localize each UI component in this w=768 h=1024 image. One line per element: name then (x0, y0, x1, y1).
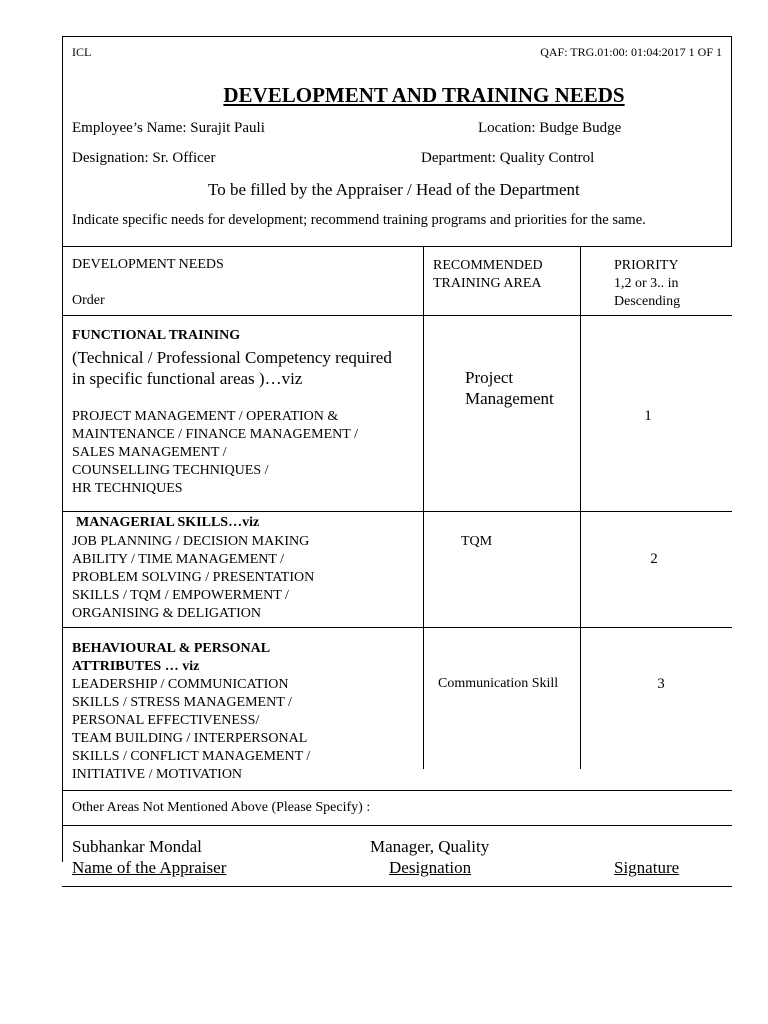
row1-bottom-line (62, 511, 732, 512)
row2-bottom-line (62, 627, 732, 628)
appraiser-name: Subhankar Mondal (72, 837, 202, 856)
footer-bottom-line (62, 886, 732, 887)
employee-location: Location: Budge Budge (478, 120, 622, 136)
employee-name: Employee’s Name: Surajit Pauli (72, 120, 265, 136)
col-divider-2 (580, 246, 581, 769)
row3-area: Communication Skill (438, 676, 559, 691)
employee-department: Department: Quality Control (421, 150, 595, 166)
header-development-needs: DEVELOPMENT NEEDS (72, 257, 224, 272)
col-divider-1 (423, 246, 424, 769)
right-border (731, 36, 732, 247)
employee-designation: Designation: Sr. Officer (72, 150, 216, 166)
row2-priority: 2 (650, 551, 658, 567)
designation-caption: Designation (389, 858, 472, 877)
row3-items: LEADERSHIP / COMMUNICATION SKILLS / STRESS MANAGEMENT / PERSONAL EFFECTIVENESS/ TEAM BUILDING / INTERPERSONAL SKILLS / CONFLICT MANAGEMENT / INITIATIVE / MOTIVATION (72, 677, 311, 782)
table-bottom-line (62, 790, 732, 791)
signature-caption: Signature (614, 858, 680, 877)
top-border (62, 36, 732, 37)
name-caption: Name of the Appraiser (72, 858, 227, 877)
header-order: Order (72, 293, 105, 308)
header-recommended-area: RECOMMENDED TRAINING AREA (433, 258, 543, 291)
page-title: DEVELOPMENT AND TRAINING NEEDS (223, 83, 625, 107)
header-bottom-line (62, 315, 732, 316)
row2-title: MANAGERIAL SKILLS…viz (76, 515, 260, 530)
row1-priority: 1 (644, 408, 652, 424)
row2-items: JOB PLANNING / DECISION MAKING ABILITY / TIME MANAGEMENT / PROBLEM SOLVING / PRESENTATION SKILLS / TQM / EMPOWERMENT / ORGANISING & DELIGATION (72, 534, 315, 621)
row3-priority: 3 (657, 676, 665, 692)
indicate-note: Indicate specific needs for development; recommend training programs and priorities for the same. (72, 212, 646, 228)
row1-area: Project Management (465, 368, 554, 408)
row1-items: PROJECT MANAGEMENT / OPERATION & MAINTENANCE / FINANCE MANAGEMENT / SALES MANAGEMENT / COUNSELLING TECHNIQUES / HR TECHNIQUES (72, 409, 358, 496)
other-areas-bottom-line (62, 825, 732, 826)
fill-note: To be filled by the Appraiser / Head of the Department (208, 180, 580, 199)
header-priority: PRIORITY 1,2 or 3.. in Descending (614, 258, 681, 309)
left-border (62, 36, 63, 862)
appraiser-designation: Manager, Quality (370, 837, 490, 856)
other-areas-label: Other Areas Not Mentioned Above (Please Specify) : (72, 800, 371, 815)
org-code: ICL (72, 45, 92, 59)
table-top-line (62, 246, 732, 247)
doc-reference: QAF: TRG.01:00: 01:04:2017 1 OF 1 (540, 45, 722, 59)
row1-title: FUNCTIONAL TRAINING (72, 328, 241, 343)
row1-subtitle: (Technical / Professional Competency required in specific functional areas )…viz (72, 348, 392, 388)
row2-area: TQM (461, 534, 493, 549)
row3-title: BEHAVIOURAL & PERSONAL ATTRIBUTES … viz (72, 641, 271, 674)
